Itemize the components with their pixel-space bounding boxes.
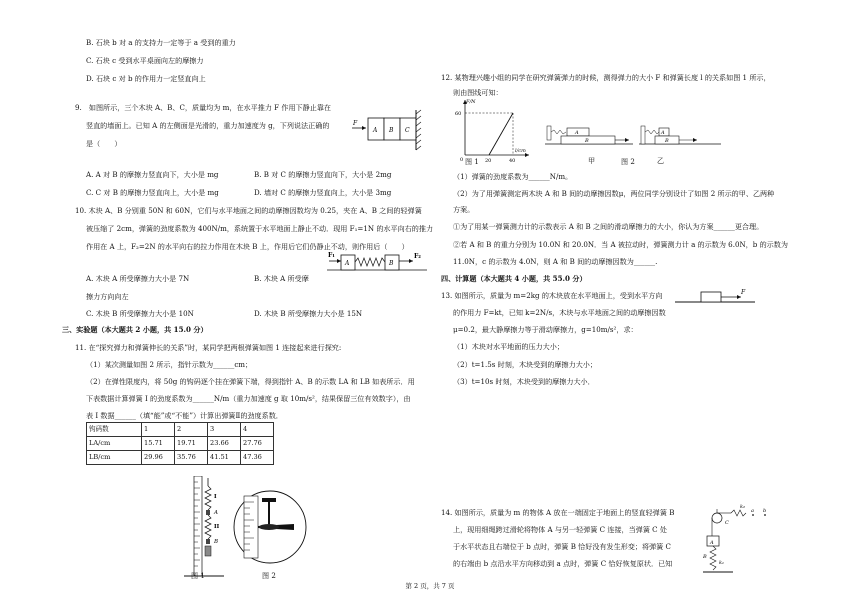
q11-pointer-b-label: B — [214, 539, 219, 545]
q9-option-d: D. 墙对 C 的摩擦力竖直向上，大小是 3mg — [254, 188, 392, 197]
q14-block-a-label: A — [710, 540, 714, 546]
svg-text:B: B — [585, 138, 589, 144]
q8-option-d: D. 石块 c 对 b 的作用力一定竖直向上 — [86, 74, 206, 83]
q12-graph-xtick-20: 20 — [485, 158, 492, 164]
q10-block-b-label: B — [389, 260, 394, 267]
q10-figure — [327, 250, 427, 272]
table-row — [87, 451, 274, 465]
q13-figure — [675, 284, 757, 306]
q9-block-b-label: B — [389, 127, 394, 134]
table-row — [87, 437, 274, 451]
q9-figure — [352, 108, 434, 152]
q12-part2-sub1: ①为了用某一弹簧测力计的示数表示 A 和 B 之间的滑动摩擦力的大小，你认为方案______更合理。 — [453, 222, 764, 231]
q12-part2-line2: 方案。 — [453, 205, 475, 214]
q10-f1-label: F₁ — [328, 252, 335, 259]
q12-part2-sub2-line1: ②若 A 和 B 的重力分别为 10.0N 和 20.0N．当 A 被拉动时，弹簧测力计 a 的示数为 6.0N，b 的示数为 — [453, 240, 788, 249]
q11-fig2-caption: 图 2 — [262, 571, 276, 580]
table-header-row — [87, 423, 274, 437]
q9-block-c-label: C — [405, 127, 410, 134]
q12-graph-origin: 0 — [460, 157, 464, 163]
section-4-heading: 四、计算题（本大题共 4 小题，共 55.0 分） — [441, 274, 587, 283]
q11-data-table — [86, 422, 274, 465]
q12-stem-line2: 则由图线可知： — [453, 88, 503, 97]
table-cell: LA/cm — [87, 437, 142, 451]
q14-stem-line1: 14. 如图所示，质量为 m 的物体 A 放在一端固定于地面上的竖直轻弹簧 B — [441, 508, 675, 517]
svg-text:A: A — [661, 130, 665, 136]
table-cell: LB/cm — [87, 451, 142, 465]
svg-text:B: B — [665, 138, 669, 144]
q11-stem-line1: 11. 在“探究弹力和弹簧伸长的关系”时，某同学把两根弹簧如图 1 连接起来进行探究: — [75, 343, 342, 352]
table-cell: 29.96 — [142, 451, 175, 465]
q14-k2-label: k₂ — [740, 504, 746, 510]
q11-part2-line2: 下表数据计算弹簧 I 的劲度系数为______N/m（重力加速度 g 取 10m/s²，结果保留三位有效数字），由 — [86, 394, 411, 403]
q14-point-a-label: a — [751, 508, 754, 514]
q12-fig1-caption: 图 1 — [465, 157, 479, 166]
q11-part1: （1）某次测量如图 2 所示，指针示数为______cm； — [86, 360, 253, 369]
q13-stem-line2: 的作用力 F=kt，已知 k=2N/s，木块与水平地面之间的动摩擦因数 — [453, 308, 666, 317]
table-cell: 3 — [208, 423, 241, 437]
table-cell: 27.76 — [241, 437, 274, 451]
q10-f2-label: F₂ — [414, 253, 421, 260]
q14-stem-line2: 上，现用细绳跨过滑轮将物体 A 与另一轻弹簧 C 连接，当弹簧 C 处 — [453, 525, 667, 534]
q13-part3: （3）t=10s 时刻，木块受到的摩擦力大小． — [453, 377, 595, 386]
q9-stem-line1: 9. 如图所示，三个木块 A、B、C，质量均为 m，在水平推力 F 作用下静止靠在 — [75, 103, 332, 112]
q13-part2: （2）t=1.5s 时刻，木块受到的摩擦力大小； — [453, 360, 597, 369]
q11-figure-2 — [232, 484, 308, 570]
q9-stem-line3: 是（ ） — [86, 139, 122, 148]
q9-option-b: B. B 对 C 的摩擦力竖直向下，大小是 2mg — [254, 170, 392, 179]
q8-option-b: B. 石块 b 对 a 的支持力一定等于 a 受到的重力 — [86, 38, 236, 47]
q9-block-a-label: A — [373, 127, 378, 134]
q9-force-label: F — [353, 120, 358, 127]
q10-stem-line3: 作用在 A 上，F₂=2N 的水平向右的拉力作用在木块 B 上，作用后它们仍静止不动，则作用后（ ） — [86, 242, 409, 251]
q11-part2-line1: （2）在弹性限度内，将 50g 的钩码逐个挂在弹簧下端，得到指针 A、B 的示数 LA 和 LB 如表所示．用 — [86, 377, 415, 386]
q11-spring1-label: I — [214, 494, 217, 500]
q12-part1: （1）弹簧的劲度系数为______N/m。 — [453, 172, 573, 181]
table-cell: 47.36 — [241, 451, 274, 465]
q11-fig1-caption: 图 1 — [191, 571, 205, 580]
table-cell: 35.76 — [175, 451, 208, 465]
q12-graph-ylabel: F/N — [466, 99, 476, 105]
q11-pointer-a-label: A — [214, 510, 218, 516]
q12-figure-yi — [639, 120, 723, 150]
q12-graph-xlabel: l/cm — [515, 148, 526, 154]
table-cell: 41.51 — [208, 451, 241, 465]
q10-option-b: B. 木块 A 所受摩 — [254, 274, 309, 283]
q10-stem-line2: 被压缩了 2cm，弹簧的劲度系数为 400N/m，系统置于水平地面上静止不动．现用 F₁=1N 的水平向右的推力 — [86, 224, 434, 233]
q12-part2-line1: （2）为了用弹簧测定两木块 A 和 B 间的动摩擦因数μ，两位同学分别设计了如图 2 所示的甲、乙两种 — [453, 189, 775, 198]
q14-point-b-label: b — [763, 508, 767, 514]
table-cell: 4 — [241, 423, 274, 437]
svg-text:A: A — [575, 130, 579, 136]
q14-stem-line3: 于水平状态且右端位于 b 点时，弹簧 B 恰好没有发生形变；将弹簧 C — [453, 542, 671, 551]
q10-option-b-cont: 擦力方向向左 — [86, 292, 129, 301]
page-footer: 第 2 页，共 7 页 — [405, 582, 455, 590]
q14-spring-b-label: B — [703, 554, 707, 560]
table-cell: 15.71 — [142, 437, 175, 451]
q10-option-d: D. 木块 B 所受摩擦力大小是 15N — [254, 309, 363, 318]
q12-part2-sub2-line2: 11.0N，c 的示数为 4.0N，则 A 和 B 间的动摩擦因数为______. — [453, 257, 658, 266]
q14-spring-c-label: C — [725, 520, 729, 526]
q9-option-a: A. A 对 B 的摩擦力竖直向下，大小是 mg — [86, 170, 219, 179]
table-cell: 23.66 — [208, 437, 241, 451]
section-3-heading: 三、实验题（本大题共 2 小题，共 15.0 分） — [62, 325, 208, 334]
q12-figure-jia — [545, 120, 635, 150]
q10-stem-line1: 10. 木块 A、B 分别重 50N 和 60N，它们与水平地面之间的动摩擦因数均为 0.25，夹在 A、B 之间的轻弹簧 — [75, 206, 422, 215]
q14-stem-line4: 的右端由 b 点沿水平方向移动到 a 点时，弹簧 C 恰好恢复原状．已知 — [453, 559, 673, 568]
table-cell: 钩码数 — [87, 423, 142, 437]
q11-figure-1 — [184, 476, 236, 586]
q12-fig2-caption: 图 2 — [621, 157, 635, 166]
q13-force-label: F — [741, 289, 746, 296]
q9-stem-line2: 竖直的墙面上。已知 A 的左侧面是光滑的，重力加速度为 g，下列说法正确的 — [86, 121, 330, 130]
q8-option-c: C. 石块 c 受到水平桌面向左的摩擦力 — [86, 56, 204, 65]
q11-part2-line3: 表 I 数据______（填“能”或“不能”）计算出弹簧Ⅱ的劲度系数． — [86, 411, 283, 420]
q12-stem-line1: 12. 某物理兴趣小组的同学在研究弹簧弹力的时候，测得弹力的大小 F 和弹簧长度 l 的关系如图 1 所示， — [441, 73, 771, 82]
q13-stem-line3: μ=0.2，最大静摩擦力等于滑动摩擦力，g=10m/s²，求： — [453, 325, 638, 334]
q12-fig-jia-caption: 甲 — [588, 156, 596, 165]
q12-graph-xtick-40: 40 — [509, 158, 516, 164]
q11-spring2-label: II — [214, 524, 220, 530]
table-cell: 19.71 — [175, 437, 208, 451]
q9-option-c: C. C 对 B 的摩擦力竖直向上，大小是 mg — [86, 188, 219, 197]
q14-k1-label: k₁ — [719, 560, 725, 566]
table-cell: 2 — [175, 423, 208, 437]
q10-option-a: A. 木块 A 所受摩擦力大小是 7N — [86, 274, 190, 283]
q14-figure — [703, 500, 773, 576]
table-cell: 1 — [142, 423, 175, 437]
q13-stem-line1: 13. 如图所示，质量为 m=2kg 的木块放在水平地面上，受到水平方向 — [441, 291, 663, 300]
q12-graph-ytick: 60 — [455, 111, 462, 117]
q10-block-a-label: A — [345, 260, 350, 267]
q10-option-c: C. 木块 B 所受摩擦力大小是 10N — [86, 309, 194, 318]
q12-fig-yi-caption: 乙 — [657, 156, 665, 165]
q13-part1: （1）木块对水平地面的压力大小； — [453, 342, 564, 351]
